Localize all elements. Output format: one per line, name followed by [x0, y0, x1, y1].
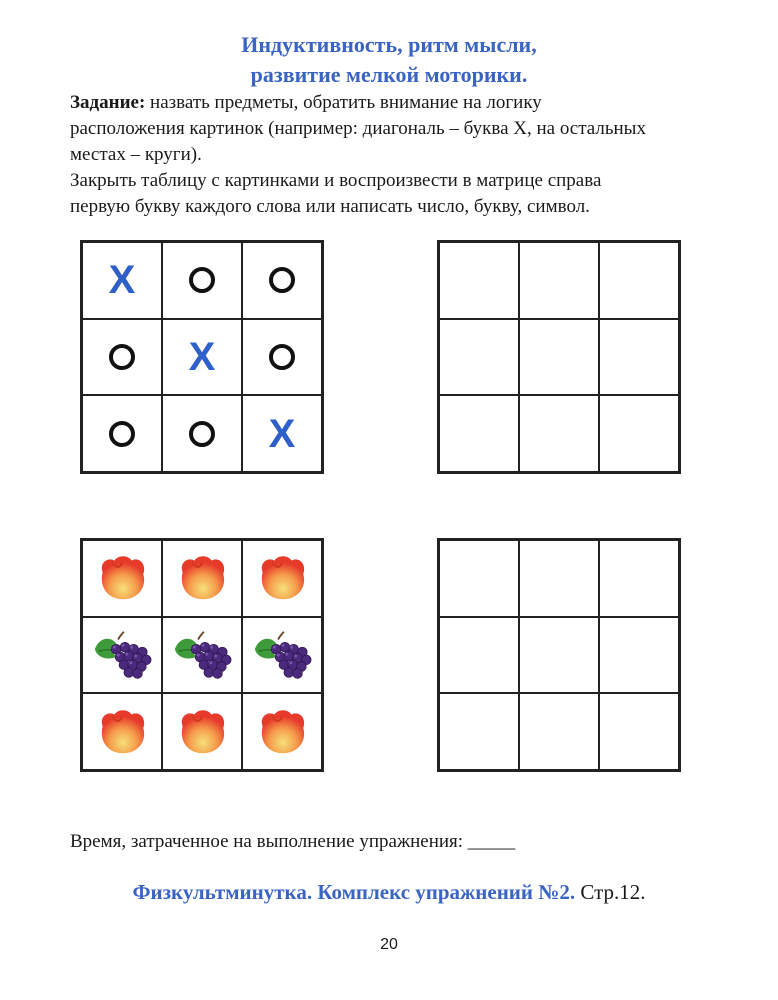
task-line-4: Закрыть таблицу с картинками и воспроизвести в матрице справа — [70, 170, 602, 191]
grid-cell — [82, 617, 162, 694]
circle-icon — [189, 267, 215, 293]
peach-icon — [173, 703, 231, 761]
grid-cell — [162, 540, 242, 617]
grid-cell — [162, 319, 242, 396]
grapes-icon — [251, 627, 313, 683]
task-line-3: местах – круги). — [70, 144, 202, 165]
time-spent-line: Время, затраченное на выполнение упражнения: _____ — [70, 831, 516, 852]
exercise-link: Физкультминутка. Комплекс упражнений №2. — [132, 880, 576, 904]
peach-icon — [173, 549, 231, 607]
grapes-icon — [171, 627, 233, 683]
peach-icon — [93, 703, 151, 761]
grid-cell — [242, 540, 322, 617]
grid-cell — [82, 693, 162, 770]
title-line-2: развитие мелкой моторики. — [250, 62, 528, 87]
task-line-1-text: назвать предметы, обратить внимание на логику — [145, 92, 542, 113]
answer-cell[interactable] — [519, 395, 599, 472]
circle-icon — [109, 421, 135, 447]
answer-cell[interactable] — [439, 617, 519, 694]
grid-cell — [82, 319, 162, 396]
circle-icon — [109, 344, 135, 370]
answer-cell[interactable] — [439, 395, 519, 472]
circle-icon — [269, 267, 295, 293]
peach-icon — [253, 549, 311, 607]
grid-cell — [242, 617, 322, 694]
grid-cell — [82, 242, 162, 319]
grid-cell — [82, 540, 162, 617]
page-title — [0, 30, 778, 90]
grid-cell — [82, 395, 162, 472]
grid-cell — [162, 242, 242, 319]
answer-cell[interactable] — [519, 242, 599, 319]
peach-icon — [93, 549, 151, 607]
x-symbol: X — [268, 411, 296, 456]
answer-cell[interactable] — [439, 242, 519, 319]
grid-cell — [242, 693, 322, 770]
answer-cell[interactable] — [439, 319, 519, 396]
grid-cell — [242, 395, 322, 472]
answer-cell[interactable] — [519, 693, 599, 770]
footer-note — [0, 878, 778, 906]
answer-cell[interactable] — [439, 540, 519, 617]
title-line-1: Индуктивность, ритм мысли, — [241, 32, 537, 57]
grapes-icon — [91, 627, 153, 683]
grid-cell — [162, 395, 242, 472]
grid-cell — [162, 693, 242, 770]
page-number: 20 — [380, 936, 398, 953]
answer-cell[interactable] — [599, 319, 679, 396]
circle-icon — [189, 421, 215, 447]
symbol-grid — [80, 240, 324, 474]
answer-cell[interactable] — [599, 540, 679, 617]
task-text — [70, 90, 730, 220]
peach-icon — [253, 703, 311, 761]
task-line-5: первую букву каждого слова или написать число, букву, символ. — [70, 196, 590, 217]
answer-grid-2 — [437, 538, 681, 772]
answer-cell[interactable] — [519, 617, 599, 694]
answer-cell[interactable] — [599, 693, 679, 770]
task-line-2: расположения картинок (например: диагональ – буква Х, на остальных — [70, 118, 646, 139]
grid-cell — [242, 319, 322, 396]
task-label: Задание: — [70, 92, 146, 113]
answer-cell[interactable] — [599, 395, 679, 472]
answer-cell[interactable] — [599, 242, 679, 319]
answer-grid-1 — [437, 240, 681, 474]
grid-cell — [242, 242, 322, 319]
circle-icon — [269, 344, 295, 370]
x-symbol: X — [188, 334, 216, 379]
grid-cell — [162, 617, 242, 694]
x-symbol: X — [108, 258, 136, 303]
answer-cell[interactable] — [599, 617, 679, 694]
task-line-1 — [70, 90, 730, 116]
picture-grid — [80, 538, 324, 772]
answer-cell[interactable] — [519, 540, 599, 617]
answer-cell[interactable] — [439, 693, 519, 770]
page-reference: Стр.12. — [575, 880, 646, 904]
answer-cell[interactable] — [519, 319, 599, 396]
